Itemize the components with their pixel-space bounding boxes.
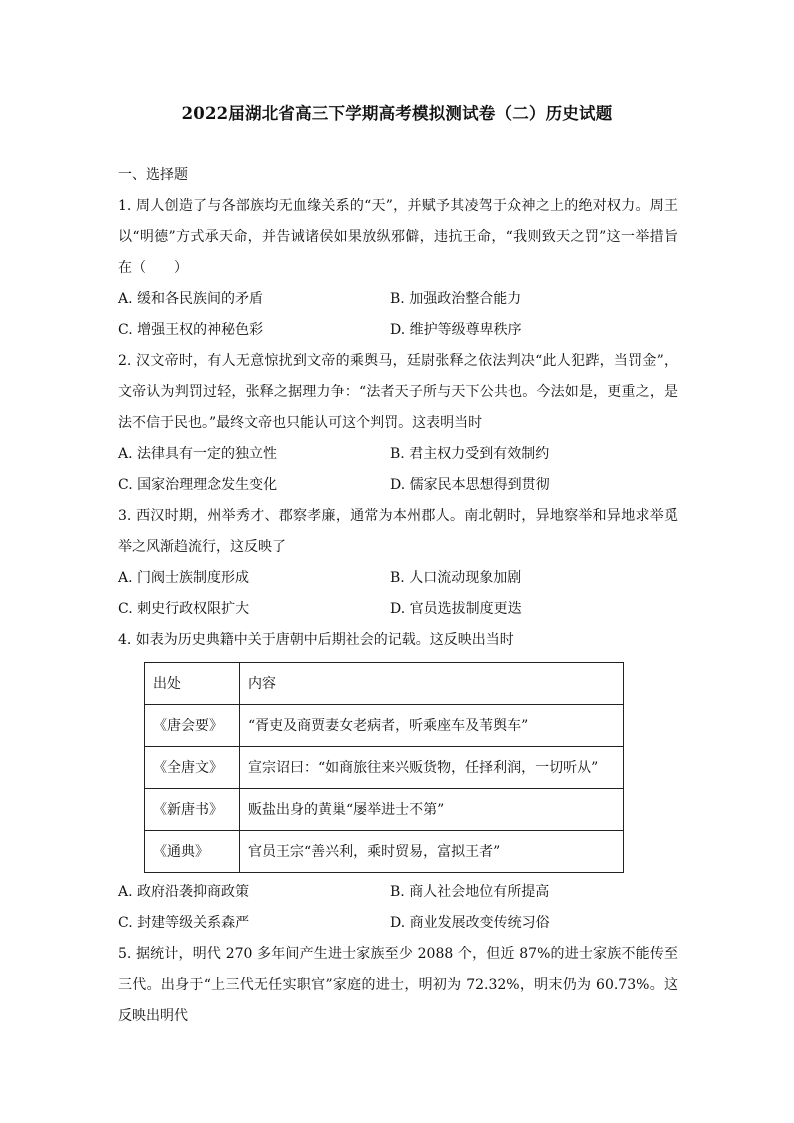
table-row: [145, 789, 624, 831]
table-cell-content: “胥吏及商贾妻女老病者，听乘座车及苇舆车”: [240, 705, 624, 747]
table-cell-content: 贩盐出身的黄巢“屡举进士不第”: [240, 789, 624, 831]
option-b: B. 加强政治整合能力: [390, 291, 522, 307]
question-2: [118, 346, 678, 501]
exam-content: [118, 160, 678, 1032]
table-header: 内容: [240, 663, 624, 705]
question-4: [118, 625, 678, 939]
table-row: [145, 705, 624, 747]
page-title: 2022届湖北省高三下学期高考模拟测试卷（二）历史试题: [181, 104, 613, 123]
section-heading: 一、选择题: [118, 167, 188, 183]
options-grid: [118, 877, 678, 939]
table-cell-content: 官员王宗“善兴利，乘时贸易，富拟王者”: [240, 831, 624, 873]
table-cell-source: 《唐会要》: [145, 705, 240, 747]
table-row: [145, 747, 624, 789]
question-stem: 4. 如表为历史典籍中关于唐朝中后期社会的记载。这反映出当时: [118, 632, 514, 648]
question-3: [118, 501, 678, 625]
question-stem: 2. 汉文帝时，有人无意惊扰到文帝的乘舆马，廷尉张释之依法判决“此人犯跸，当罚金”，文帝认为判罚过轻，张释之据理力争：“法者天子所与天下公共也。今法如是，更重之，是法不信于民也。”最终文帝也只能认可这个判罚。这表明当时: [118, 353, 678, 431]
option-a: A. 门阀士族制度形成: [118, 570, 250, 586]
option-b: B. 人口流动现象加剧: [390, 570, 522, 586]
table-cell-source: 《全唐文》: [145, 747, 240, 789]
option-c: C. 国家治理理念发生变化: [118, 477, 278, 493]
options-grid: [118, 284, 678, 346]
table-row: [145, 831, 624, 873]
table-cell-content: 宣宗诏曰：“如商旅往来兴贩货物，任择利润，一切听从”: [240, 747, 624, 789]
option-b: B. 君主权力受到有效制约: [390, 446, 550, 462]
table-header: 出处: [145, 663, 240, 705]
option-d: D. 维护等级尊卑秩序: [390, 322, 522, 338]
option-a: A. 法律具有一定的独立性: [118, 446, 278, 462]
options-grid: [118, 563, 678, 625]
option-c: C. 刺史行政权限扩大: [118, 601, 250, 617]
option-d: D. 商业发展改变传统习俗: [390, 915, 550, 931]
option-b: B. 商人社会地位有所提高: [390, 884, 550, 900]
question-5: [118, 939, 678, 1032]
option-d: D. 官员选拔制度更迭: [390, 601, 522, 617]
table-header-row: [145, 663, 624, 705]
option-d: D. 儒家民本思想得到贯彻: [390, 477, 550, 493]
question-1: [118, 191, 678, 346]
question-stem: 3. 西汉时期，州举秀才、郡察孝廉，通常为本州郡人。南北朝时，异地察举和异地求举觅举之风渐趋流行，这反映了: [118, 508, 678, 555]
table-cell-source: 《通典》: [145, 831, 240, 873]
source-table: [144, 662, 624, 873]
options-grid: [118, 439, 678, 501]
table-cell-source: 《新唐书》: [145, 789, 240, 831]
question-stem: 1. 周人创造了与各部族均无血缘关系的“天”，并赋予其凌驾于众神之上的绝对权力。周王以“明德”方式承天命，并告诫诸侯如果放纵邪僻，违抗王命，“我则致天之罚”这一举措旨在（ ）: [118, 198, 678, 276]
question-stem: 5. 据统计，明代 270 多年间产生进士家族至少 2088 个，但近 87%的进士家族不能传至三代。出身于“上三代无任实职官”家庭的进士，明初为 72.32%，明末仍为 60.73%。这反映出明代: [118, 946, 678, 1024]
option-c: C. 封建等级关系森严: [118, 915, 250, 931]
option-a: A. 缓和各民族间的矛盾: [118, 291, 264, 307]
option-c: C. 增强王权的神秘色彩: [118, 322, 264, 338]
option-a: A. 政府沿袭抑商政策: [118, 884, 250, 900]
